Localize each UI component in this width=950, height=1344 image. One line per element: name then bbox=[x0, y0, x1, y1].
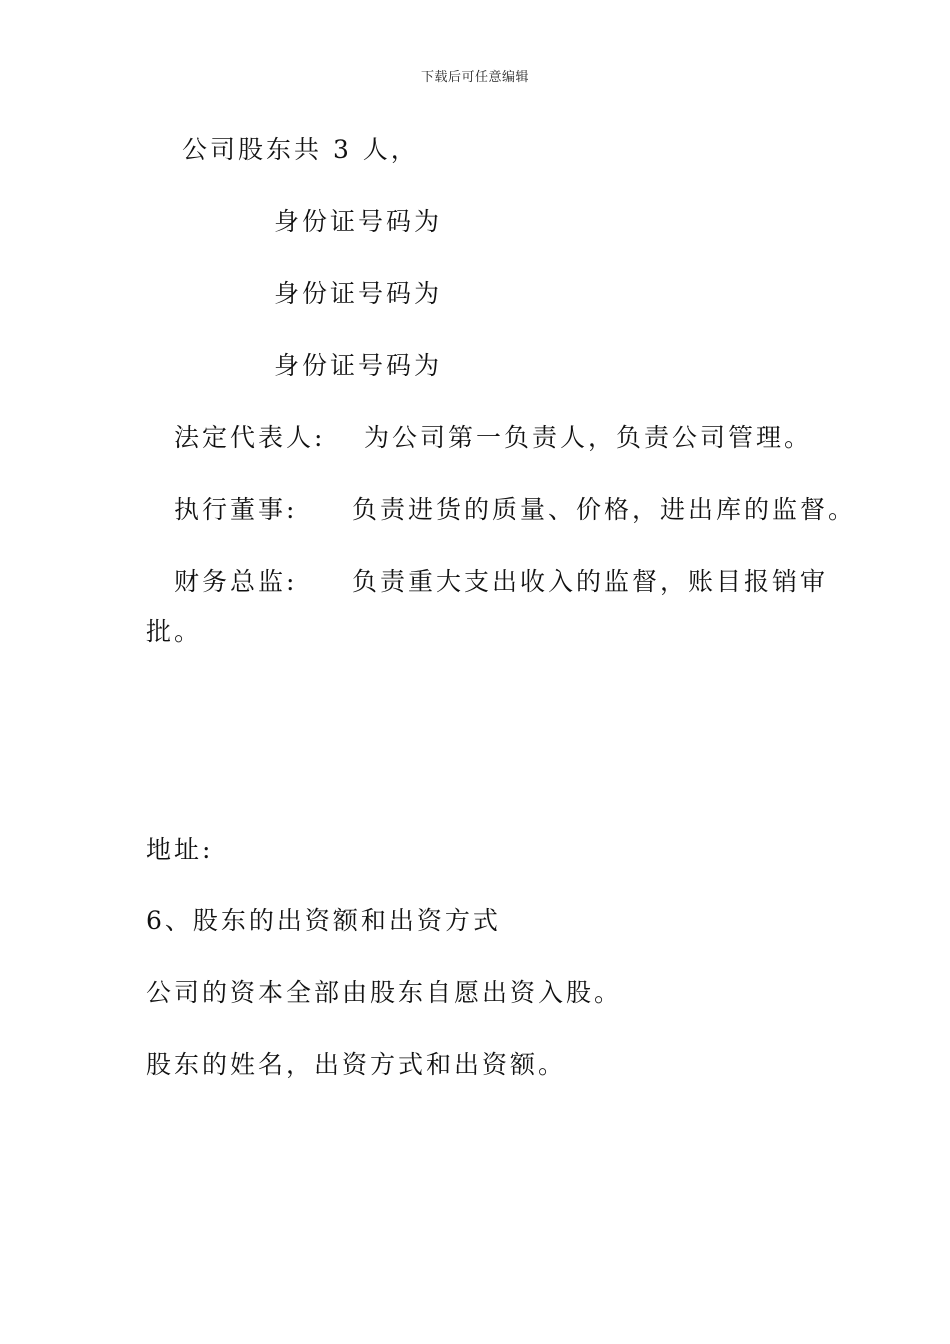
role-label: 执行董事: bbox=[174, 495, 298, 524]
capital-statement: 公司的资本全部由股东自愿出资入股。 bbox=[146, 978, 623, 1007]
shareholders-intro: 公司股东共 3 人， bbox=[182, 135, 419, 164]
role-duty: 负责进货的质量、价格，进出库的监督。 bbox=[352, 495, 857, 524]
role-label: 财务总监: bbox=[174, 567, 298, 596]
page-header: 下载后可任意编辑 bbox=[420, 70, 529, 85]
address-label: 地址: bbox=[146, 835, 214, 864]
role-duty-continuation: 批。 bbox=[146, 617, 203, 646]
role-finance-director bbox=[174, 566, 828, 598]
role-duty: 为公司第一负责人，负责公司管理。 bbox=[364, 423, 813, 452]
role-duty: 负责重大支出收入的监督，账目报销审 bbox=[352, 567, 829, 596]
id-line-2: 身份证号码为 bbox=[274, 279, 443, 308]
role-label: 法定代表人: bbox=[174, 423, 326, 452]
id-line-1: 身份证号码为 bbox=[274, 207, 443, 236]
role-legal-representative bbox=[174, 422, 812, 454]
shareholder-details: 股东的姓名，出资方式和出资额。 bbox=[146, 1050, 567, 1079]
id-line-3: 身份证号码为 bbox=[274, 351, 443, 380]
role-executive-director bbox=[174, 494, 856, 526]
section-title: 6、股东的出资额和出资方式 bbox=[146, 906, 501, 935]
